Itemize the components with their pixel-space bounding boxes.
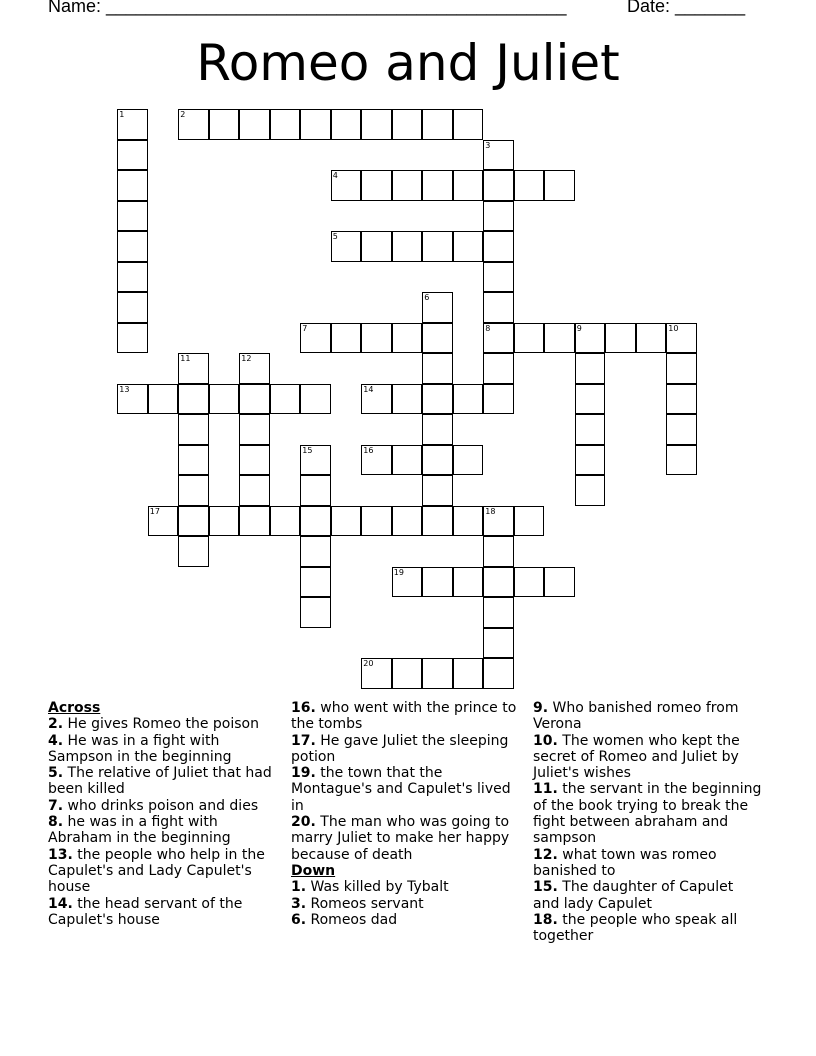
grid-cell[interactable] [392, 658, 423, 689]
grid-cell[interactable] [270, 506, 301, 537]
grid-cell[interactable] [422, 658, 453, 689]
clues-column-3 [533, 700, 763, 944]
grid-cell[interactable] [575, 445, 606, 476]
clue-number: 9 [576, 323, 582, 333]
page-title: Romeo and Juliet [196, 34, 620, 92]
grid-cell[interactable] [331, 109, 362, 140]
clue-text: He gives Romeo the poison [67, 716, 259, 733]
clue-number: 11. [533, 781, 558, 798]
grid-cell[interactable] [392, 323, 423, 354]
grid-cell[interactable] [300, 475, 331, 506]
across-clue [48, 716, 283, 732]
clue-number: 9. [533, 700, 549, 716]
grid-cell[interactable] [422, 384, 453, 415]
grid-cell[interactable] [483, 262, 514, 293]
clue-text: the head servant of the Capulet's house [48, 895, 243, 928]
grid-cell[interactable] [636, 323, 667, 354]
grid-cell[interactable] [575, 384, 606, 415]
clue-text: what town was romeo banished to [533, 846, 717, 879]
clue-number: 19. [291, 765, 316, 782]
across-heading: Across [48, 700, 101, 716]
clue-text: the people who speak all together [533, 911, 738, 945]
grid-cell[interactable] [361, 231, 392, 262]
clue-number: 20. [291, 814, 316, 831]
grid-cell[interactable] [239, 414, 270, 445]
grid-cell[interactable] [666, 384, 697, 415]
grid-cell[interactable] [117, 323, 148, 354]
grid-cell[interactable] [422, 292, 453, 323]
grid-cell[interactable] [361, 170, 392, 201]
grid-cell[interactable] [239, 384, 270, 415]
grid-cell[interactable] [178, 536, 209, 567]
across-clue [48, 847, 283, 896]
grid-cell[interactable] [422, 231, 453, 262]
clue-number: 19 [393, 567, 404, 577]
grid-cell[interactable] [331, 323, 362, 354]
grid-cell[interactable] [300, 323, 331, 354]
clue-number: 7 [302, 323, 308, 333]
clue-number: 20 [363, 659, 374, 669]
clue-text: Was killed by Tybalt [310, 879, 449, 896]
grid-cell[interactable] [361, 384, 392, 415]
grid-cell[interactable] [605, 323, 636, 354]
grid-cell[interactable] [148, 384, 179, 415]
grid-cell[interactable] [209, 384, 240, 415]
clue-number: 2 [180, 110, 186, 120]
grid-cell[interactable] [300, 567, 331, 598]
grid-cell[interactable] [422, 506, 453, 537]
grid-cell[interactable] [209, 109, 240, 140]
clue-number: 10 [668, 323, 679, 333]
grid-cell[interactable] [422, 353, 453, 384]
grid-cell[interactable] [544, 323, 575, 354]
clue-number: 13 [119, 384, 130, 394]
grid-cell[interactable] [361, 323, 392, 354]
grid-cell[interactable] [178, 109, 209, 140]
grid-cell[interactable] [300, 597, 331, 628]
down-clue [533, 847, 763, 880]
clue-number: 8. [48, 814, 64, 831]
clue-number: 14 [363, 384, 374, 394]
grid-cell[interactable] [331, 170, 362, 201]
grid-cell[interactable] [117, 170, 148, 201]
clue-text: He was in a fight with Sampson in the beginning [48, 732, 232, 765]
clue-text: who went with the prince to the tombs [291, 700, 517, 733]
grid-cell[interactable] [422, 445, 453, 476]
grid-cell[interactable] [483, 231, 514, 262]
grid-cell[interactable] [483, 384, 514, 415]
grid-cell[interactable] [575, 475, 606, 506]
down-heading: Down [291, 862, 336, 879]
clue-text: he was in a fight with Abraham in the beginning [48, 814, 231, 847]
grid-cell[interactable] [300, 445, 331, 476]
down-clue [533, 781, 763, 846]
grid-cell[interactable] [453, 506, 484, 537]
grid-cell[interactable] [361, 109, 392, 140]
grid-cell[interactable] [483, 597, 514, 628]
clue-number: 3 [485, 140, 491, 150]
grid-cell[interactable] [544, 170, 575, 201]
down-clue [291, 912, 526, 928]
clue-number: 5 [332, 232, 338, 242]
clue-number: 14. [48, 895, 73, 912]
grid-cell[interactable] [514, 323, 545, 354]
clue-number: 11 [180, 354, 191, 364]
grid-cell[interactable] [392, 567, 423, 598]
grid-cell[interactable] [392, 445, 423, 476]
clue-text: The relative of Juliet that had been killed [48, 765, 272, 798]
grid-cell[interactable] [270, 109, 301, 140]
grid-cell[interactable] [117, 384, 148, 415]
grid-cell[interactable] [483, 201, 514, 232]
across-clue [291, 700, 526, 733]
grid-cell[interactable] [666, 414, 697, 445]
grid-cell[interactable] [117, 201, 148, 232]
grid-cell[interactable] [117, 292, 148, 323]
grid-cell[interactable] [392, 109, 423, 140]
clues-column-2 [291, 700, 526, 928]
down-clue [533, 700, 763, 733]
clue-text: Who banished romeo from Verona [533, 700, 739, 733]
grid-cell[interactable] [148, 506, 179, 537]
down-clue [291, 896, 526, 912]
clue-text: He gave Juliet the sleeping potion [291, 732, 509, 765]
grid-cell[interactable] [178, 353, 209, 384]
grid-cell[interactable] [300, 506, 331, 537]
grid-cell[interactable] [544, 567, 575, 598]
grid-cell[interactable] [270, 384, 301, 415]
clue-text: who drinks poison and dies [67, 797, 259, 814]
clue-number: 13. [48, 846, 73, 863]
clue-number: 7. [48, 797, 64, 814]
grid-cell[interactable] [666, 445, 697, 476]
across-clue [48, 733, 283, 766]
grid-cell[interactable] [392, 231, 423, 262]
grid-cell[interactable] [392, 506, 423, 537]
grid-cell[interactable] [117, 231, 148, 262]
clue-number: 1. [291, 879, 307, 896]
clue-number: 17 [149, 506, 160, 516]
clue-number: 12 [241, 354, 252, 364]
grid-cell[interactable] [483, 628, 514, 659]
across-clue [48, 896, 283, 929]
clue-text: Romeos servant [310, 895, 424, 912]
grid-cell[interactable] [361, 445, 392, 476]
grid-cell[interactable] [422, 109, 453, 140]
grid-cell[interactable] [514, 567, 545, 598]
grid-cell[interactable] [453, 109, 484, 140]
grid-cell[interactable] [178, 384, 209, 415]
clue-text: The women who kept the secret of Romeo and Juliet by Juliet's wishes [533, 732, 740, 782]
grid-cell[interactable] [453, 384, 484, 415]
clue-text: the town that the Montague's and Capulet's lived in [291, 765, 511, 814]
across-clue [48, 765, 283, 798]
name-field[interactable]: Name: ______________________________________________ [48, 0, 567, 16]
grid-cell[interactable] [453, 170, 484, 201]
across-clue [291, 814, 526, 863]
clue-number: 4 [332, 171, 338, 181]
clue-number: 15 [302, 445, 313, 455]
grid-cell[interactable] [392, 384, 423, 415]
clue-number: 18 [485, 506, 496, 516]
clue-number: 16. [291, 700, 316, 716]
clue-text: the servant in the beginning of the book trying to break the fight between abraham and sampson [533, 781, 762, 847]
clue-number: 17. [291, 732, 316, 749]
grid-cell[interactable] [361, 506, 392, 537]
grid-cell[interactable] [483, 536, 514, 567]
grid-cell[interactable] [483, 506, 514, 537]
clue-number: 12. [533, 846, 558, 863]
clue-text: Romeos dad [310, 911, 398, 928]
grid-cell[interactable] [483, 292, 514, 323]
grid-cell[interactable] [300, 536, 331, 567]
clue-number: 3. [291, 895, 307, 912]
grid-cell[interactable] [178, 506, 209, 537]
clue-number: 8 [485, 323, 491, 333]
grid-cell[interactable] [483, 170, 514, 201]
clue-number: 16 [363, 445, 374, 455]
down-clue [291, 879, 526, 895]
grid-cell[interactable] [422, 567, 453, 598]
grid-cell[interactable] [422, 475, 453, 506]
grid-cell[interactable] [453, 567, 484, 598]
clue-number: 2. [48, 716, 64, 733]
grid-cell[interactable] [453, 658, 484, 689]
grid-cell[interactable] [239, 475, 270, 506]
grid-cell[interactable] [666, 353, 697, 384]
grid-cell[interactable] [300, 109, 331, 140]
grid-cell[interactable] [575, 353, 606, 384]
clue-number: 10. [533, 732, 558, 749]
grid-cell[interactable] [239, 506, 270, 537]
grid-cell[interactable] [239, 353, 270, 384]
grid-cell[interactable] [178, 414, 209, 445]
grid-cell[interactable] [209, 506, 240, 537]
grid-cell[interactable] [117, 140, 148, 171]
grid-cell[interactable] [575, 414, 606, 445]
clue-number: 15. [533, 879, 558, 896]
grid-cell[interactable] [422, 414, 453, 445]
clue-text: the people who help in the Capulet's and Lady Capulet's house [48, 846, 265, 896]
clues-column-1 [48, 700, 283, 928]
grid-cell[interactable] [514, 170, 545, 201]
across-clue [48, 798, 283, 814]
grid-cell[interactable] [422, 323, 453, 354]
grid-cell[interactable] [453, 445, 484, 476]
grid-cell[interactable] [178, 475, 209, 506]
grid-cell[interactable] [239, 109, 270, 140]
grid-cell[interactable] [483, 323, 514, 354]
grid-cell[interactable] [514, 506, 545, 537]
across-clue [291, 733, 526, 766]
date-field[interactable]: Date: _______ [627, 0, 746, 16]
grid-cell[interactable] [483, 353, 514, 384]
clue-number: 1 [119, 110, 125, 120]
grid-cell[interactable] [178, 445, 209, 476]
grid-cell[interactable] [483, 658, 514, 689]
clue-number: 6. [291, 911, 307, 928]
down-clue [533, 912, 763, 945]
grid-cell[interactable] [666, 323, 697, 354]
grid-cell[interactable] [483, 567, 514, 598]
clue-text: The daughter of Capulet and lady Capulet [533, 879, 734, 912]
grid-cell[interactable] [331, 231, 362, 262]
grid-cell[interactable] [453, 231, 484, 262]
clue-number: 5. [48, 765, 64, 782]
grid-cell[interactable] [117, 109, 148, 140]
grid-cell[interactable] [331, 506, 362, 537]
grid-cell[interactable] [422, 170, 453, 201]
clue-text: The man who was going to marry Juliet to make her happy because of death [291, 814, 510, 863]
across-clue [291, 765, 526, 814]
clue-number: 18. [533, 911, 558, 928]
clue-number: 6 [424, 293, 430, 303]
grid-cell[interactable] [483, 140, 514, 171]
clue-number: 4. [48, 732, 64, 749]
grid-cell[interactable] [300, 384, 331, 415]
grid-cell[interactable] [239, 445, 270, 476]
grid-cell[interactable] [392, 170, 423, 201]
grid-cell[interactable] [117, 262, 148, 293]
down-clue [533, 733, 763, 782]
grid-cell[interactable] [575, 323, 606, 354]
grid-cell[interactable] [361, 658, 392, 689]
across-clue [48, 814, 283, 847]
down-clue [533, 879, 763, 912]
